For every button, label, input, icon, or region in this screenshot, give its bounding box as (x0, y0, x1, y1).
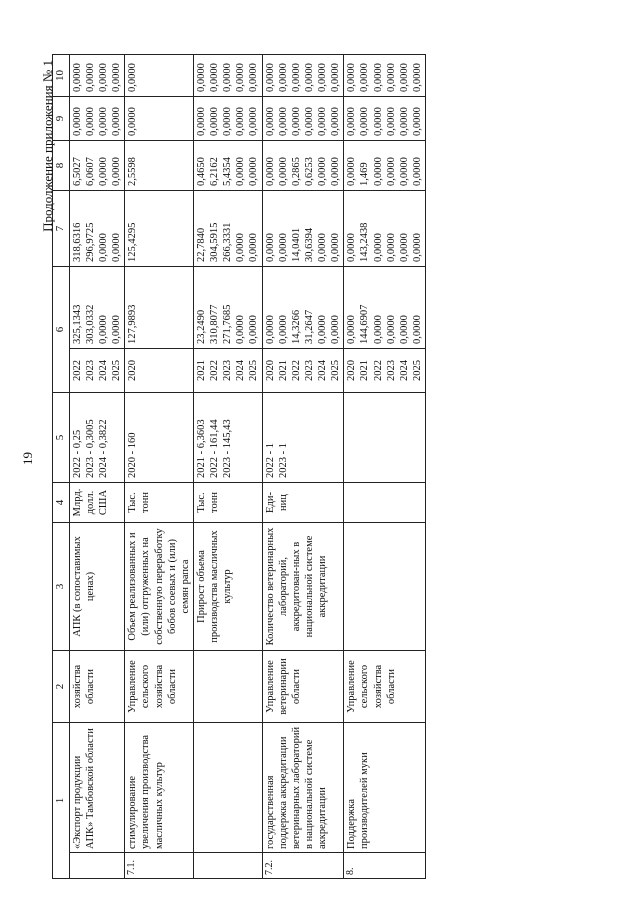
row-number-cell: 8. (344, 853, 426, 879)
other-sources-cell (262, 55, 344, 97)
target-cell (262, 393, 344, 483)
continuation-title: Продолжение приложения № 1 (40, 60, 55, 232)
total-cell-value: 0,0000 (372, 315, 384, 344)
regional-budget-cell-value: 266,3331 (222, 222, 234, 262)
federal-budget-cell-value: 0,2865 (290, 157, 302, 186)
header-cell: 1 (53, 723, 70, 879)
year-cell-value: 2022 (209, 360, 220, 381)
indicator-cell: АПК (в сопоставимых ценах) (69, 523, 125, 651)
local-budget-cell-value: 0,0000 (411, 107, 423, 136)
total-cell-value: 325,1343 (71, 304, 83, 344)
unit-cell: Еди-ниц (262, 483, 344, 523)
federal-budget-cell-value: 0,0000 (235, 157, 247, 186)
header-cell: 3 (53, 523, 70, 651)
total-cell-value: 0,0000 (264, 315, 276, 344)
year-cell-value: 2024 (317, 360, 328, 381)
other-sources-cell-value: 0,0000 (84, 63, 96, 92)
table-row (193, 55, 262, 879)
regional-budget-cell-value: 0,0000 (346, 233, 358, 262)
target-cell (69, 393, 125, 483)
local-budget-cell-value: 0,0000 (98, 107, 109, 136)
total-cell-value: 0,0000 (385, 315, 397, 344)
total-cell-value: 0,0000 (111, 315, 123, 344)
total-cell (262, 267, 344, 349)
total-cell-value: 23,2490 (195, 309, 207, 344)
indicator-cell: Объем реализованных и (или) отгруженных на собственную переработку бобов соевых и (или) семян рапса (125, 523, 194, 651)
other-sources-cell-value: 0,0000 (209, 63, 220, 92)
regional-budget-cell-value: 0,0000 (330, 233, 342, 262)
measure-cell: стимулирование увеличения производства масличных культур (125, 723, 194, 853)
federal-budget-cell-value: 0,0000 (411, 157, 423, 186)
local-budget-cell-value: 0,0000 (385, 107, 397, 136)
other-sources-cell (125, 55, 194, 97)
measure-cell: Поддержка производителей муки (344, 723, 426, 853)
regional-budget-cell-value: 0,0000 (317, 233, 328, 262)
local-budget-cell-value: 0,0000 (84, 107, 96, 136)
target-cell-value: 2023 - 1 (277, 443, 289, 478)
measure-cell: «Экспорт продукции АПК» Тамбовской области (69, 723, 125, 853)
other-sources-cell-value: 0,0000 (195, 63, 207, 92)
table-row (69, 55, 125, 879)
local-budget-cell (69, 97, 125, 141)
table-row (262, 55, 344, 879)
header-cell: 4 (53, 483, 70, 523)
other-sources-cell-value: 0,0000 (385, 63, 397, 92)
total-cell-value: 0,0000 (398, 315, 410, 344)
year-cell-value: 2024 (398, 360, 410, 381)
total-cell-value: 0,0000 (330, 315, 342, 344)
other-sources-cell-value: 0,0000 (222, 63, 234, 92)
year-cell-value: 2024 (98, 360, 109, 381)
total-cell (69, 267, 125, 349)
regional-budget-cell (125, 191, 194, 267)
other-sources-cell-value: 0,0000 (398, 63, 410, 92)
other-sources-cell-value: 0,0000 (111, 63, 123, 92)
executor-cell (193, 651, 262, 723)
year-cell-value: 2023 (84, 360, 96, 381)
regional-budget-cell-value: 296,9725 (84, 222, 96, 262)
row-number-cell (193, 853, 262, 879)
regional-budget-cell-value: 0,0000 (248, 233, 260, 262)
measure-cell (193, 723, 262, 853)
year-cell-value: 2023 (222, 360, 234, 381)
unit-cell (344, 483, 426, 523)
total-cell (193, 267, 262, 349)
local-budget-cell-value: 0,0000 (264, 107, 276, 136)
year-cell-value: 2023 (303, 360, 315, 381)
total-cell (344, 267, 426, 349)
local-budget-cell-value: 0,0000 (127, 107, 139, 136)
header-cell: 8 (53, 141, 70, 191)
federal-budget-cell (262, 141, 344, 191)
year-cell-value: 2025 (248, 360, 260, 381)
row-number-cell: 7.2. (262, 853, 344, 879)
local-budget-cell-value: 0,0000 (248, 107, 260, 136)
header-cell: 9 (53, 97, 70, 141)
total-cell-value: 31,2647 (303, 309, 315, 344)
regional-budget-cell-value: 0,0000 (277, 233, 289, 262)
year-cell-value: 2021 (359, 360, 371, 381)
table-row (125, 55, 194, 879)
other-sources-cell-value: 0,0000 (290, 63, 302, 92)
regional-budget-cell-value: 318,6316 (71, 222, 83, 262)
program-table (52, 54, 426, 879)
federal-budget-cell-value: 0,0000 (111, 157, 123, 186)
target-cell-value: 2020 - 160 (127, 432, 139, 478)
target-cell-value: 2023 - 0,3005 (84, 419, 96, 478)
local-budget-cell-value: 0,0000 (346, 107, 358, 136)
unit-cell: Тыс. тонн (125, 483, 194, 523)
regional-budget-cell-value: 0,0000 (264, 233, 276, 262)
other-sources-cell (69, 55, 125, 97)
regional-budget-cell-value: 0,0000 (98, 233, 109, 262)
target-cell-value: 2022 - 1 (264, 443, 276, 478)
federal-budget-cell-value: 6,0607 (84, 157, 96, 186)
header-row (53, 55, 70, 879)
year-cell-value: 2024 (235, 360, 247, 381)
header-cell: 5 (53, 393, 70, 483)
total-cell-value: 144,6907 (359, 304, 371, 344)
other-sources-cell-value: 0,0000 (235, 63, 247, 92)
local-budget-cell-value: 0,0000 (111, 107, 123, 136)
total-cell-value: 271,7685 (222, 304, 234, 344)
local-budget-cell-value: 0,0000 (209, 107, 220, 136)
page-number: 19 (20, 452, 35, 465)
federal-budget-cell-value: 0,6253 (303, 157, 315, 186)
local-budget-cell-value: 0,0000 (235, 107, 247, 136)
table-row (344, 55, 426, 879)
federal-budget-cell-value: 0,0000 (398, 157, 410, 186)
regional-budget-cell-value: 0,0000 (411, 233, 423, 262)
regional-budget-cell (193, 191, 262, 267)
local-budget-cell-value: 0,0000 (303, 107, 315, 136)
other-sources-cell-value: 0,0000 (411, 63, 423, 92)
total-cell-value: 0,0000 (317, 315, 328, 344)
year-cell-value: 2022 (290, 360, 302, 381)
year-cell-value: 2020 (127, 360, 139, 381)
executor-cell: Управление ветеринарии области (262, 651, 344, 723)
year-cell-value: 2022 (71, 360, 83, 381)
year-cell-value: 2020 (346, 360, 358, 381)
indicator-cell: Прирост объема производства масличных культур (193, 523, 262, 651)
regional-budget-cell-value: 0,0000 (385, 233, 397, 262)
federal-budget-cell-value: 0,0000 (372, 157, 384, 186)
regional-budget-cell-value: 0,0000 (372, 233, 384, 262)
regional-budget-cell-value: 14,0401 (290, 227, 302, 262)
header-cell: 7 (53, 191, 70, 267)
local-budget-cell-value: 0,0000 (317, 107, 328, 136)
header-cell: 2 (53, 651, 70, 723)
unit-cell: Тыс. тонн (193, 483, 262, 523)
other-sources-cell-value: 0,0000 (317, 63, 328, 92)
federal-budget-cell (69, 141, 125, 191)
local-budget-cell-value: 0,0000 (195, 107, 207, 136)
local-budget-cell-value: 0,0000 (277, 107, 289, 136)
target-cell-value: 2022 - 0,25 (71, 429, 83, 478)
local-budget-cell-value: 0,0000 (222, 107, 234, 136)
other-sources-cell-value: 0,0000 (346, 63, 358, 92)
total-cell-value: 0,0000 (277, 315, 289, 344)
local-budget-cell-value: 0,0000 (359, 107, 371, 136)
target-cell-value: 2022 - 161,44 (209, 419, 220, 478)
target-cell-value: 2023 - 145,43 (222, 419, 234, 478)
total-cell-value: 0,0000 (235, 315, 247, 344)
indicator-cell: Количество ветеринарных лабораторий, аккредитован-ных в национальной системе аккредитации (262, 523, 344, 651)
year-cell (344, 349, 426, 393)
regional-budget-cell-value: 30,6394 (303, 227, 315, 262)
local-budget-cell-value: 0,0000 (290, 107, 302, 136)
regional-budget-cell (344, 191, 426, 267)
row-number-cell: 7.1. (125, 853, 194, 879)
federal-budget-cell-value: 6,2162 (209, 157, 220, 186)
total-cell-value: 127,9893 (127, 304, 139, 344)
header-cell: 6 (53, 267, 70, 393)
executor-cell: Управление сельского хозяйства области (125, 651, 194, 723)
federal-budget-cell (344, 141, 426, 191)
regional-budget-cell-value: 0,0000 (398, 233, 410, 262)
federal-budget-cell-value: 0,0000 (385, 157, 397, 186)
other-sources-cell-value: 0,0000 (372, 63, 384, 92)
local-budget-cell-value: 0,0000 (372, 107, 384, 136)
measure-cell: государственная поддержка аккредитации ветеринарных лабораторий в национальной системе аккредитации (262, 723, 344, 853)
row-number-cell (69, 853, 125, 879)
executor-cell: хозяйства области (69, 651, 125, 723)
federal-budget-cell-value: 0,0000 (277, 157, 289, 186)
total-cell-value: 0,0000 (346, 315, 358, 344)
regional-budget-cell-value: 0,0000 (111, 233, 123, 262)
federal-budget-cell-value: 0,0000 (264, 157, 276, 186)
other-sources-cell-value: 0,0000 (330, 63, 342, 92)
unit-cell: Млрд. долл. США (69, 483, 125, 523)
other-sources-cell-value: 0,0000 (303, 63, 315, 92)
target-cell (344, 393, 426, 483)
federal-budget-cell (193, 141, 262, 191)
local-budget-cell (125, 97, 194, 141)
year-cell-value: 2022 (372, 360, 384, 381)
target-cell (125, 393, 194, 483)
local-budget-cell (262, 97, 344, 141)
federal-budget-cell-value: 0,0000 (248, 157, 260, 186)
total-cell-value: 0,0000 (98, 315, 109, 344)
other-sources-cell-value: 0,0000 (127, 63, 139, 92)
other-sources-cell-value: 0,0000 (359, 63, 371, 92)
federal-budget-cell-value: 0,0000 (317, 157, 328, 186)
local-budget-cell-value: 0,0000 (398, 107, 410, 136)
year-cell (193, 349, 262, 393)
federal-budget-cell-value: 1,469 (359, 162, 371, 186)
header-cell: 10 (53, 55, 70, 97)
regional-budget-cell-value: 304,5915 (209, 222, 220, 262)
total-cell-value: 303,0332 (84, 304, 96, 344)
local-budget-cell-value: 0,0000 (71, 107, 83, 136)
year-cell-value: 2025 (330, 360, 342, 381)
federal-budget-cell-value: 2,5598 (127, 157, 139, 186)
other-sources-cell-value: 0,0000 (98, 63, 109, 92)
local-budget-cell (193, 97, 262, 141)
target-cell (193, 393, 262, 483)
year-cell-value: 2023 (385, 360, 397, 381)
other-sources-cell-value: 0,0000 (71, 63, 83, 92)
other-sources-cell-value: 0,0000 (277, 63, 289, 92)
year-cell-value: 2021 (195, 360, 207, 381)
federal-budget-cell-value: 6,5027 (71, 157, 83, 186)
other-sources-cell (344, 55, 426, 97)
year-cell-value: 2025 (111, 360, 123, 381)
federal-budget-cell-value: 5,4354 (222, 157, 234, 186)
target-cell-value: 2021 - 6,3603 (195, 419, 207, 478)
indicator-cell (344, 523, 426, 651)
federal-budget-cell-value: 0,4650 (195, 157, 207, 186)
year-cell-value: 2025 (411, 360, 423, 381)
other-sources-cell-value: 0,0000 (248, 63, 260, 92)
year-cell-value: 2020 (264, 360, 276, 381)
year-cell (69, 349, 125, 393)
regional-budget-cell-value: 125,4295 (127, 222, 139, 262)
total-cell-value: 0,0000 (248, 315, 260, 344)
total-cell (125, 267, 194, 349)
regional-budget-cell (69, 191, 125, 267)
table-body (69, 55, 425, 879)
federal-budget-cell-value: 0,0000 (98, 157, 109, 186)
federal-budget-cell-value: 0,0000 (330, 157, 342, 186)
executor-cell: Управление сельского хозяйства области (344, 651, 426, 723)
year-cell (262, 349, 344, 393)
federal-budget-cell (125, 141, 194, 191)
total-cell-value: 14,3266 (290, 309, 302, 344)
year-cell-value: 2021 (277, 360, 289, 381)
total-cell-value: 310,8077 (209, 304, 220, 344)
regional-budget-cell-value: 22,7840 (195, 227, 207, 262)
year-cell (125, 349, 194, 393)
local-budget-cell (344, 97, 426, 141)
regional-budget-cell (262, 191, 344, 267)
other-sources-cell (193, 55, 262, 97)
federal-budget-cell-value: 0,0000 (346, 157, 358, 186)
total-cell-value: 0,0000 (411, 315, 423, 344)
regional-budget-cell-value: 143,2438 (359, 222, 371, 262)
target-cell-value: 2024 - 0,3822 (98, 419, 109, 478)
local-budget-cell-value: 0,0000 (330, 107, 342, 136)
other-sources-cell-value: 0,0000 (264, 63, 276, 92)
regional-budget-cell-value: 0,0000 (235, 233, 247, 262)
